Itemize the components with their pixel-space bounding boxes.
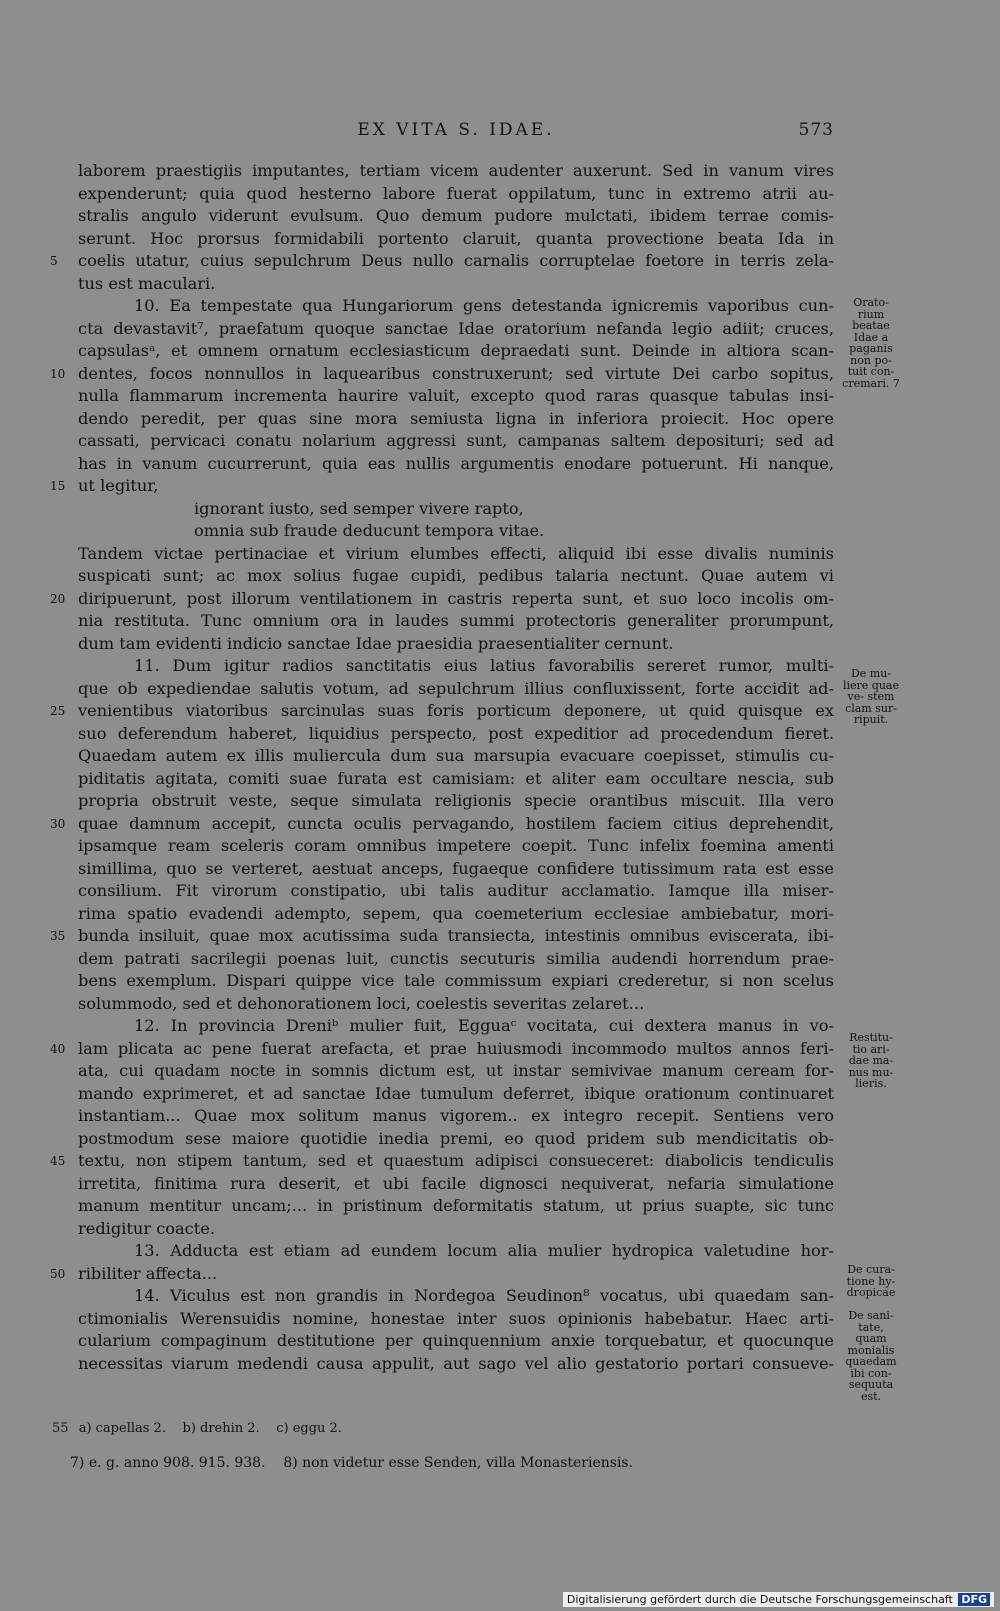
text-line <box>78 273 834 296</box>
line-text: nulla flammarum incrementa haurire valuit, excepto quod raras quasque tabulas insi- <box>78 386 834 405</box>
credit-text: Digitalisierung gefördert durch die Deutsche Forschungsgemeinschaft <box>566 1593 953 1606</box>
page-header <box>78 120 834 142</box>
text-line <box>78 903 834 926</box>
line-text: ctimonialis Werensuidis nomine, honestae inter suos opinionis habebatur. Haec arti- <box>78 1308 834 1328</box>
text-line <box>78 498 834 521</box>
line-text: simillima, quo se verteret, aestuat anceps, fugaeque confidere tutissimum rata est esse <box>78 858 834 878</box>
text-line <box>78 520 834 543</box>
line-number: 30 <box>50 816 66 831</box>
text-line <box>78 565 834 588</box>
line-text: dem patrati sacrilegii poenas luit, cunctis secuturis similia audendi horrendum prae- <box>78 948 834 968</box>
line-text: ata, cui quadam nocte in somnis dictum est, ut instar semivivae manum ceream for- <box>78 1061 834 1080</box>
text-line <box>78 1195 834 1218</box>
text-line <box>78 948 834 971</box>
line-text: textu, non stipem tantum, sed et quaestum adipisci consueceret: diabolicis tendiculis <box>78 1151 834 1170</box>
footnote-line-number: 55 <box>52 1421 69 1436</box>
margin-note: De cura- tione hy- dropicae <box>846 1263 896 1299</box>
text-line <box>78 295 834 318</box>
margin-note: De sani- tate, quam monialis quaedam ibi con- sequuta est. <box>845 1309 897 1403</box>
text-line <box>78 993 834 1016</box>
line-text: tus est maculari. <box>78 273 216 293</box>
line-text: 12. In provincia Dreniᵇ mulier fuit, Egguaᶜ vocitata, cui dextera manus in vo- <box>134 1016 834 1035</box>
line-text: mando exprimeret, et ad sanctae Idae tumulum deferret, ibique orationum continuaret <box>78 1083 834 1103</box>
text-line <box>50 925 834 948</box>
line-text: lam plicata ac pene fuerat arefacta, et prae huiusmodi incommodo multos annos feri- <box>78 1038 834 1058</box>
text-line <box>78 768 834 791</box>
text-line <box>78 1218 834 1241</box>
text-line <box>78 160 834 183</box>
text-line <box>50 700 834 723</box>
line-number: 25 <box>50 704 66 718</box>
line-number: 20 <box>50 591 66 606</box>
line-text: 10. Ea tempestate qua Hungariorum gens detestanda ignicremis vaporibus cun- <box>134 296 834 315</box>
line-text: bens exemplum. Dispari quippe vice tale commissum expiari crederetur, si non scelus <box>78 971 834 990</box>
footnotes-notes: 7) e. g. anno 908. 915. 938. 8) non videtur esse Senden, villa Monasteriensis. <box>70 1455 634 1471</box>
text-line <box>50 363 834 386</box>
line-number: 45 <box>50 1154 66 1168</box>
dfg-logo: DFG <box>958 1593 990 1606</box>
text-line <box>78 678 834 701</box>
text-line <box>50 1263 834 1286</box>
text-line <box>50 475 834 498</box>
line-number: 50 <box>50 1266 66 1281</box>
margin-note: De mu- liere quae ve- stem clam sur- ripuit. <box>842 667 899 726</box>
text-line <box>78 408 834 431</box>
digitization-credit <box>563 1592 994 1607</box>
line-text: ut legitur, <box>78 476 159 495</box>
text-line <box>78 1083 834 1106</box>
line-number: 15 <box>50 479 66 493</box>
line-text: expenderunt; quia quod hesterno labore fuerat oppilatum, tunc in extremo atrii au- <box>78 183 834 203</box>
line-text: dendo peredit, per quas sine mora semiusta ligna in inferiora proiecit. Hoc opere <box>78 408 834 428</box>
line-text: dum tam evidenti indicio sanctae Idae praesidia praesentialiter cernunt. <box>78 633 674 653</box>
line-text: quae damnum accepit, cuncta oculis pervagando, hostilem faciem citius deprehendit, <box>78 813 834 833</box>
line-text: que ob expediendae salutis votum, ad sepulchrum illius confluxissent, forte accidit ad- <box>78 678 834 698</box>
text-line <box>50 588 834 611</box>
line-text: instantiam... Quae mox solitum manus vigorem.. ex integro recepit. Sentiens vero <box>78 1106 834 1125</box>
text-line <box>78 318 834 341</box>
text-line <box>50 1038 834 1061</box>
line-text: Tandem victae pertinaciae et virium elumbes effecti, aliquid ibi esse divalis numinis <box>78 543 834 563</box>
text-line <box>78 790 834 813</box>
text-line <box>78 655 834 678</box>
line-text: cta devastavit⁷, praefatum quoque sanctae Idae oratorium nefanda legio adiit; cruces, <box>78 318 834 338</box>
text-line <box>78 1240 834 1263</box>
line-text: necessitas viarum medendi causa appulit, aut sago vel alio gestatorio portari consueve- <box>78 1353 834 1373</box>
text-line <box>78 1015 834 1038</box>
line-text: irretita, finitima rura deserit, et ubi facile dignosci nequiverat, nefaria simulatione <box>78 1173 834 1193</box>
text-line <box>78 835 834 858</box>
line-text: has in vanum cucurrerunt, quia eas nullis argumentis enodare potuerunt. Hi nanque, <box>78 453 834 473</box>
text-line <box>50 813 834 836</box>
line-text: consilium. Fit virorum constipatio, ubi talis auditur acclamatio. Iamque illa miser- <box>78 881 834 900</box>
line-text: 13. Adducta est etiam ad eundem locum alia mulier hydropica valetudine hor- <box>134 1241 834 1260</box>
footnotes-variants <box>52 1421 342 1436</box>
text-line <box>50 1150 834 1173</box>
text-line <box>78 385 834 408</box>
line-text: ipsamque ream sceleris coram omnibus impetere coepit. Tunc infelix foemina amenti <box>78 836 834 855</box>
text-line <box>78 858 834 881</box>
text-line <box>78 543 834 566</box>
margin-note: Restitu- tio ari- dae ma- nus mu- lieris. <box>848 1031 894 1090</box>
text-line <box>78 1128 834 1151</box>
text-line <box>78 970 834 993</box>
footnote-text: a) capellas 2. b) drehin 2. c) eggu 2. <box>78 1421 342 1436</box>
page-number: 573 <box>798 120 834 140</box>
line-text: Quaedam autem ex illis muliercula dum sua marsupia evacuare coepisset, stimulis cu- <box>78 746 834 765</box>
line-text: piditatis agitata, comiti suae furata est camisiam: et aliter eam occultare nescia, sub <box>78 768 834 788</box>
text-line <box>78 745 834 768</box>
line-text: laborem praestigiis imputantes, tertiam vicem audenter auxerunt. Sed in vanum vires <box>78 161 834 180</box>
line-text: venientibus viatoribus sarcinulas suas foris porticum deponere, ut quid quisque ex <box>78 701 834 720</box>
line-number: 40 <box>50 1041 66 1056</box>
line-text: 11. Dum igitur radios sanctitatis eius latius favorabilis sereret rumor, multi- <box>134 656 834 675</box>
line-text: ribiliter affecta... <box>78 1263 218 1283</box>
text-line <box>78 1173 834 1196</box>
text-line <box>78 183 834 206</box>
text-line <box>78 453 834 476</box>
text-line <box>78 1285 834 1308</box>
text-line <box>78 205 834 228</box>
line-text: suo deferendum haberet, liquidius perspecto, post expeditior ad procedendum fieret. <box>78 723 834 743</box>
line-text: redigitur coacte. <box>78 1218 215 1238</box>
line-text: cassati, pervicaci conatu nolarium aggressi sunt, campanas saltem depositurі; sed ad <box>78 431 834 450</box>
text-line <box>78 228 834 251</box>
running-title: EX VITA S. IDAE. <box>357 120 555 140</box>
line-text: stralis angulo viderunt evulsum. Quo demum pudore mulctati, ibidem terrae comis- <box>78 206 834 225</box>
text-line <box>78 633 834 656</box>
text-line <box>50 250 834 273</box>
text-line <box>78 1308 834 1331</box>
text-line <box>78 723 834 746</box>
line-text: manum mentitur uncam;... in pristinum deformitatis statum, ut prius suapte, sic tunc <box>78 1196 834 1215</box>
text-line <box>78 1060 834 1083</box>
line-number: 10 <box>50 366 66 381</box>
margin-note: Orato- rium beatae Idae a paganis non po- tuit con- cremari. 7 <box>842 296 900 390</box>
line-text: bunda insiluit, quae mox acutissima suda transiecta, intestinis omnibus eviscerata, ibi- <box>78 926 834 945</box>
line-text: cularium compaginum destitutione per quinquennium anxie torquebatur, et quocunque <box>78 1331 834 1350</box>
line-text: serunt. Hoc prorsus formidabili portento claruit, quanta provectione beata Ida in <box>78 228 834 248</box>
line-text: solummodo, sed et dehonorationem loci, coelestis severitas zelaret... <box>78 993 645 1013</box>
text-line <box>78 1105 834 1128</box>
text-line <box>78 880 834 903</box>
line-text: coelis utatur, cuius sepulchrum Deus nullo carnalis corruptelae foetore in terris zela- <box>78 251 834 270</box>
line-text: omnia sub fraude deducunt tempora vitae. <box>194 521 545 540</box>
line-text: postmodum sese maiore quotidie inedia premi, eo quod pridem sub mendicitatis ob- <box>78 1128 834 1148</box>
text-line <box>78 430 834 453</box>
text-line <box>78 610 834 633</box>
line-text: rima spatio evadendi adempto, sepem, qua coemeterium ecclesiae ambiebatur, mori- <box>78 903 834 923</box>
main-text <box>50 160 834 1375</box>
line-text: nia restituta. Tunc omnium ora in laudes summi protectoris generaliter prorumpunt, <box>78 611 834 630</box>
line-text: 14. Viculus est non grandis in Nordegoa Seudinon⁸ vocatus, ubi quaedam san- <box>134 1286 834 1305</box>
line-text: diripuerunt, post illorum ventilationem in castris reperta sunt, et suo loco incolis om- <box>78 588 834 608</box>
line-text: ignorant iusto, sed semper vivere rapto, <box>194 498 524 518</box>
text-line <box>78 340 834 363</box>
line-number: 5 <box>50 254 58 268</box>
line-text: suspicati sunt; ac mox solius fugae cupidi, pedibus talaria nectunt. Quae autem vi <box>78 566 834 585</box>
line-number: 35 <box>50 929 66 943</box>
text-line <box>78 1330 834 1353</box>
line-text: propria obstruit veste, seque simulata religionis specie orantibus miscuit. Illa vero <box>78 791 834 810</box>
text-line <box>78 1353 834 1376</box>
line-text: capsulasᵃ, et omnem ornatum ecclesiasticum depraedati sunt. Deinde in altiora scan- <box>78 341 834 360</box>
line-text: dentes, focos nonnullos in laquearibus construxerunt; sed virtute Dei carbo sopitus, <box>78 363 834 383</box>
